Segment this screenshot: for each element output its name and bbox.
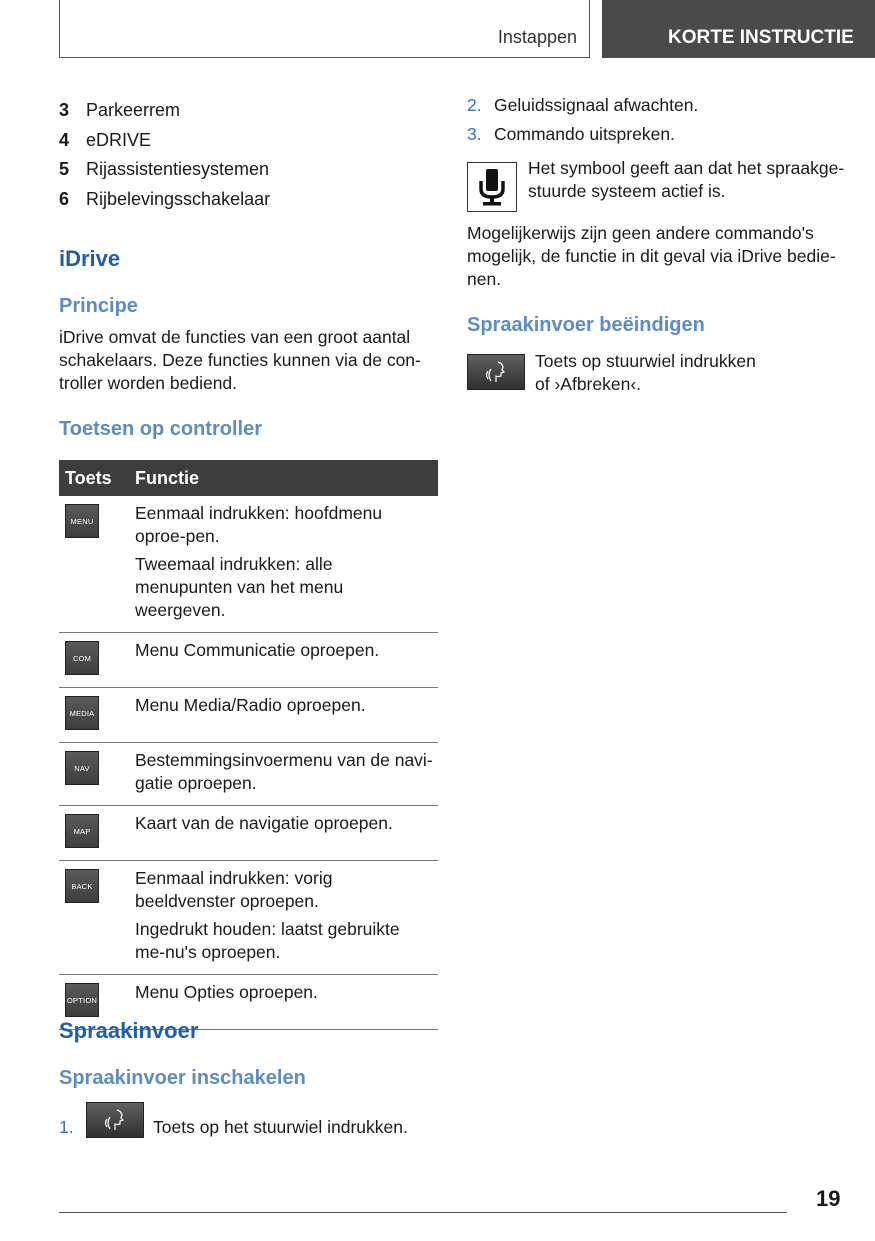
list-item: 4 eDRIVE bbox=[59, 129, 152, 150]
list-item: 5 Rijassistentiesystemen bbox=[59, 159, 270, 179]
column-header-function: Functie bbox=[129, 460, 438, 496]
page-number: 19 bbox=[816, 1186, 841, 1211]
controller-buttons-table bbox=[59, 460, 438, 1030]
voice-enable-heading: Spraakinvoer inschakelen bbox=[59, 1067, 306, 1089]
section-title: Instappen bbox=[497, 27, 577, 47]
voice-end-heading: Spraakinvoer beëindigen bbox=[467, 314, 705, 336]
voice-command-icon bbox=[86, 1102, 144, 1138]
table-row: OPTION Menu Opties oproepen. bbox=[59, 975, 438, 1030]
table-header-row bbox=[59, 460, 438, 496]
table-row: COM Menu Communicatie oproepen. bbox=[59, 633, 438, 688]
table-row: MAP Kaart van de navigatie oproepen. bbox=[59, 806, 438, 861]
map-key-icon: MAP bbox=[65, 814, 99, 848]
footer-divider bbox=[59, 1212, 787, 1213]
table-row: BACK Eenmaal indrukken: vorig beeldvenster oproepen. Ingedrukt houden: laatst gebruikte me-nu's oproepen. bbox=[59, 861, 438, 975]
header-box bbox=[59, 0, 590, 58]
nav-key-icon: NAV bbox=[65, 751, 99, 785]
list-item: 3 Parkeerrem bbox=[59, 100, 181, 120]
voice-end-text: Toets op stuurwiel indrukken of ›Afbreken‹. bbox=[535, 351, 756, 394]
list-item: 3. Commando uitspreken. bbox=[467, 124, 675, 144]
com-key-icon: COM bbox=[65, 641, 99, 675]
column-header-key: Toets bbox=[59, 460, 129, 496]
principle-heading: Principe bbox=[59, 295, 138, 317]
voice-steps bbox=[467, 95, 847, 153]
media-key-icon: MEDIA bbox=[65, 696, 99, 730]
menu-key-icon: MENU bbox=[65, 504, 99, 538]
table-row: MENU Eenmaal indrukken: hoofdmenu oproe-pen. Tweemaal indrukken: alle menupunten van het menu weergeven. bbox=[59, 496, 438, 633]
numbered-list bbox=[59, 100, 429, 218]
table-row: NAV Bestemmingsinvoermenu van de navi-gatie oproepen. bbox=[59, 743, 438, 806]
option-key-icon: OPTION bbox=[65, 983, 99, 1017]
back-key-icon: BACK bbox=[65, 869, 99, 903]
list-item: 2. Geluidssignaal afwachten. bbox=[467, 95, 699, 115]
chapter-tab: KORTE INSTRUCTIE bbox=[602, 0, 875, 58]
microphone-icon bbox=[467, 162, 517, 212]
symbol-note: Het symbool geeft aan dat het spraakge-stuurde systeem actief is. bbox=[528, 158, 845, 201]
voice-heading: Spraakinvoer bbox=[59, 1018, 199, 1043]
voice-step-1: 1. Toets op het stuurwiel indrukken. bbox=[59, 1100, 429, 1138]
voice-command-icon bbox=[467, 354, 525, 390]
principle-text: iDrive omvat de functies van een groot aantal schakelaars. Deze functies kunnen via de con-troller worden bediend. bbox=[59, 327, 421, 393]
other-commands-note: Mogelijkerwijs zijn geen andere commando's mogelijk, de functie in dit geval via iDrive bedie-nen. bbox=[467, 223, 836, 289]
list-item: 6 Rijbelevingsschakelaar bbox=[59, 188, 271, 209]
idrive-heading: iDrive bbox=[59, 246, 121, 271]
buttons-heading: Toetsen op controller bbox=[59, 418, 262, 440]
table-row: MEDIA Menu Media/Radio oproepen. bbox=[59, 688, 438, 743]
